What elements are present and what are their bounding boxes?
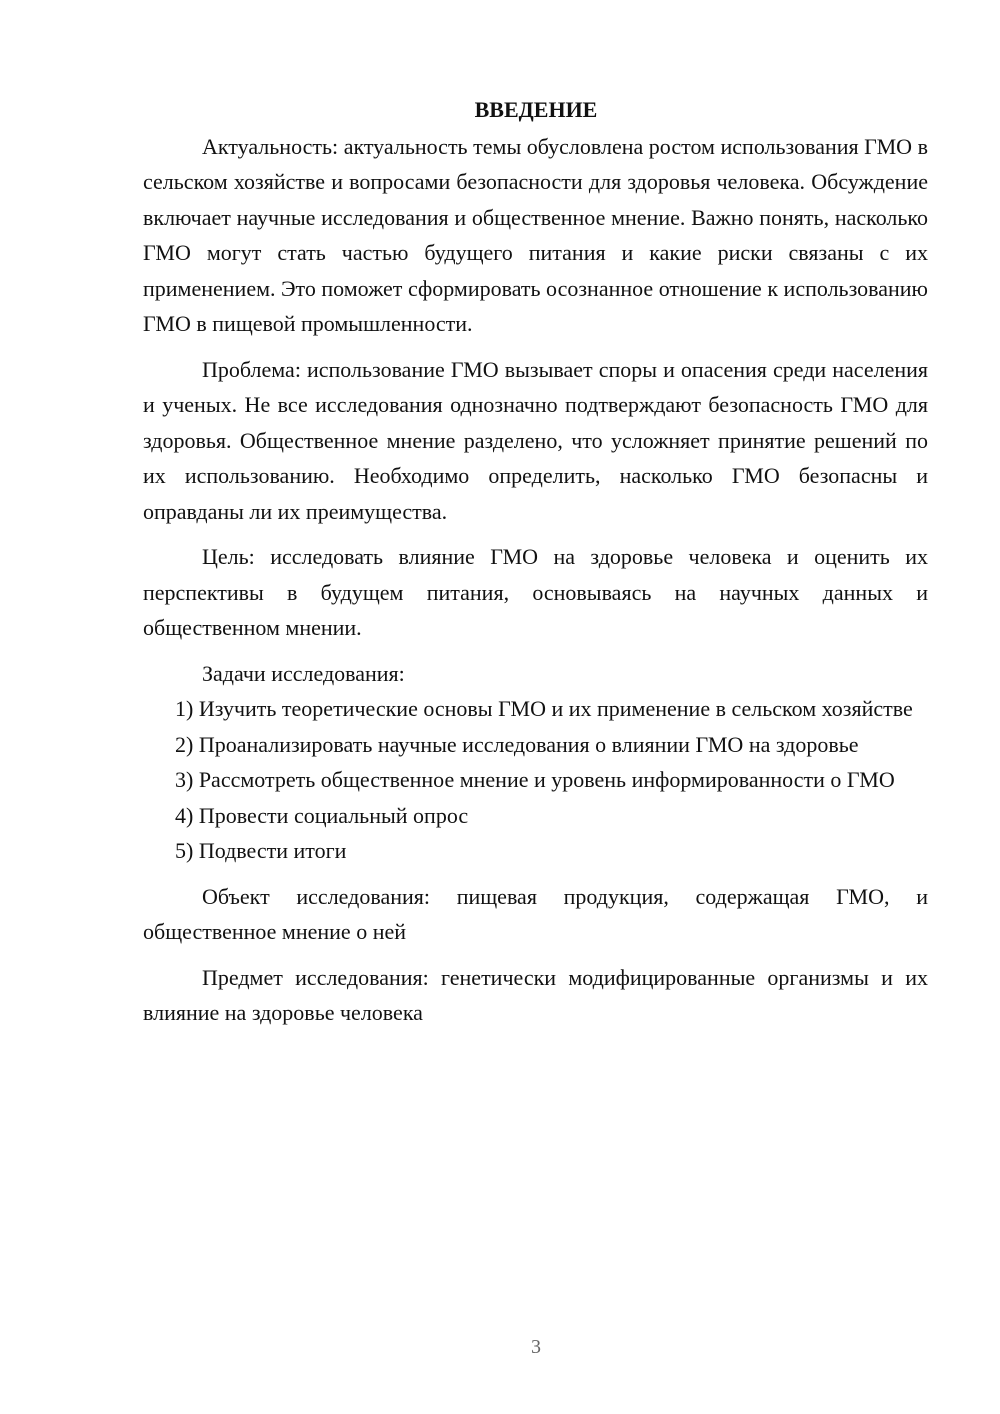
task-item: 5) Подвести итоги: [175, 838, 347, 863]
task-item: 3) Рассмотреть общественное мнение и уровень информированности о ГМО: [175, 767, 895, 792]
tasks-heading: Задачи исследования:: [202, 660, 405, 686]
section-heading: ВВЕДЕНИЕ: [474, 97, 598, 122]
paragraph-relevance: Актуальность: актуальность темы обусловлена ростом использования ГМО в сельском хозяйстве и вопросами безопасности для здоровья человека. Обсуждение включает научные исследования и общественное мнение. Важно понять, насколько ГМО могут стать частью будущего питания и какие риски связаны с их применением. Это поможет сформировать осознанное отношение к использованию ГМО в пищевой промышленности.: [143, 133, 928, 336]
paragraph-problem: Проблема: использование ГМО вызывает споры и опасения среди населения и ученых. Не все исследования однозначно подтверждают безопасность ГМО для здоровья. Общественное мнение разделено, что усложняет принятие решений по их использованию. Необходимо определить, насколько ГМО безопасны и оправданы ли их преимущества.: [143, 356, 928, 524]
page-content: [143, 92, 928, 1031]
page-number: 3: [531, 1336, 541, 1358]
task-item: 1) Изучить теоретические основы ГМО и их применение в сельском хозяйстве: [175, 696, 913, 721]
task-item: 4) Провести социальный опрос: [175, 802, 469, 828]
paragraph-object: Объект исследования: пищевая продукция, содержащая ГМО, и общественное мнение о ней: [143, 883, 928, 944]
paragraph-subject: Предмет исследования: генетически модифицированные организмы и их влияние на здоровье человека: [143, 964, 928, 1025]
paragraph-goal: Цель: исследовать влияние ГМО на здоровье человека и оценить их перспективы в будущем питания, основываясь на научных данных и общественном мнении.: [143, 544, 928, 640]
task-item: 2) Проанализировать научные исследования о влиянии ГМО на здоровье: [175, 731, 859, 757]
